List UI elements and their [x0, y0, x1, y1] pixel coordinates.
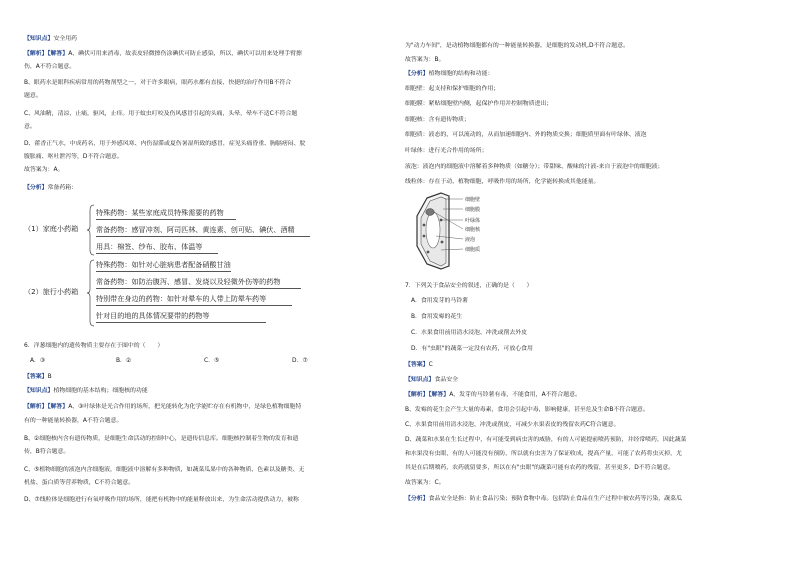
- cell-label: 细胞核: [465, 227, 481, 233]
- q7-analysis-line: D、蔬菜和水果在生长过程中，有可能受到病虫害的威胁，有的人可能提前喷药预防，并经常喷药，因此蔬菜: [405, 437, 687, 443]
- home-kit-tree: [24, 200, 324, 260]
- q6-analysis-cont: 为"动力车间"，是动植物细胞都有的一种能量转换器，是细胞的发动机,D不符合题意。: [405, 43, 629, 49]
- q5-analysis-line: D、藿香正气水，中成药名，用于外感风寒、内伤湿滞或夏伤暑湿所致的感冒，症见头痛昏重、胸膈痞闷、脘: [24, 141, 306, 147]
- chloroplast-dot: [427, 251, 430, 254]
- q7-analysis-line: 和水果没有虫眼，有的人可能没有预防，所以就有虫害为了保证收成，提高产量，可能了农药将虫灭掉，尤: [405, 451, 682, 457]
- nucleus-line: 细胞核：含有遗传物质；: [405, 117, 470, 123]
- home-kit-brace: [86, 204, 96, 256]
- cell-label: 液泡: [465, 237, 476, 243]
- q5-analysis-line: 伤，A不符合题意。: [24, 64, 76, 70]
- fill-blank-line: [96, 253, 218, 254]
- q7-analysis-line: 【解析】【解答】A、发芽的马铃薯有毒，不能食用，A不符合题意。: [405, 392, 581, 398]
- cell-wall-line: 细胞壁：起支持和保护细胞的作用；: [405, 86, 500, 92]
- q5-analysis-line: 意。: [24, 124, 36, 130]
- q5-analysis-line: B、眼药水是眼科疾病常用的药物剂型之一，对于许多眼病，眼药水都有直接、快捷的治疗作用B不符合: [24, 80, 292, 86]
- q6-knowledge-point: 【知识点】植物细胞的基本结构；细胞核的功能: [24, 388, 148, 394]
- q5-knowledge-point: 【知识点】安全用药: [24, 36, 78, 42]
- q7-analysis-line: C、水果食用前用清水浸泡、冲洗或削皮，可减少水果表皮的残留农药C符合题意。: [405, 422, 620, 428]
- q6-analysis-line: 有的一种能量转换器，A不符合题意。: [24, 418, 123, 424]
- plant-cell-diagram: [405, 190, 535, 272]
- q7-question: 7．下列关于食品安全的叙述，正确的是（ ）: [405, 283, 533, 289]
- cell-label: 叶绿体: [465, 218, 481, 224]
- q5-answer-line: 故答案为：A。: [24, 167, 64, 173]
- mitochondria-line: 线粒体：存在于动、植物细胞，呼吸作用的场所，化学能转换成其他能量。: [405, 179, 600, 185]
- travel-kit-brace: [86, 259, 96, 327]
- q5-analysis-line: 题意。: [24, 93, 42, 99]
- q7-option-d: D．有"虫眼"的蔬菜一定没有农药，可放心食用: [411, 346, 533, 352]
- travel-kit-label: （2）旅行小药箱: [24, 287, 79, 296]
- q6-analysis-line: C、⑤植物细胞的液泡内含细胞液，细胞液中溶解有多种物质，如蔬菜瓜果中的各种物质、色素以及糖类、无: [24, 467, 305, 473]
- cell-membrane-line: 细胞膜：紧贴细胞壁内侧，起保护作用并控制物质进出；: [405, 101, 553, 107]
- nucleus-shape: [426, 209, 434, 216]
- q5-analysis-line: C、风油精，清凉，止痛，驱风，止痒。用于蚊虫叮咬及伤风感冒引起的头痛，头晕，晕车不适C不符合题: [24, 111, 298, 117]
- travel-kit-item: 针对目的地的具体情况要带的药物等: [96, 311, 210, 320]
- q6-analysis-line: B、②细胞核内含有遗传物质，是细胞生命活动的控制中心，是遗传信息库。细胞核控制着生物的发育和遗: [24, 436, 299, 442]
- vacuole-line: 液泡：液泡内的细胞液中溶解着多种物质（如糖分）；带甜味、酸味的汁液-来自于液泡中的细胞液；: [405, 164, 664, 170]
- q7-option-c: C．水果食用前用清水浸泡、冲洗或削去外皮: [411, 330, 528, 336]
- q6-analysis-line: 传，B符合题意。: [24, 449, 70, 455]
- q7-summary-line: 【分析】食品安全是指：防止食品污染；预防食物中毒。包括防止食品在生产过程中被农药等污染，蔬菜瓜: [405, 496, 682, 502]
- q7-answer-line: 故答案为：C。: [405, 480, 445, 486]
- fill-blank-line: [96, 271, 231, 272]
- q5-analysis-line: 腹胀痛、呕吐泄泻等，D不符合题意。: [24, 154, 123, 160]
- fill-blank-line: [96, 322, 266, 323]
- q6-option-c: C．⑤: [204, 358, 220, 364]
- fill-blank-line: [96, 288, 301, 289]
- q7-option-a: A．食用发芽的马铃薯: [411, 298, 469, 304]
- travel-kit-item: 常备药物：如防治腹泻、感冒、发烧以及轻微外伤等的药物: [96, 277, 281, 286]
- cytoplasm-line: 细胞质：液态的，可以流动的，从而加速细胞内、外的物质交换；细胞质里面有叶绿体、液泡: [405, 132, 647, 138]
- fill-blank-line: [96, 236, 310, 237]
- travel-kit-item: 特别带在身边的药物：如针对晕车的人带上防晕车药等: [96, 294, 267, 303]
- home-kit-item: 特殊药物：某些家庭成员特殊需要的药物: [96, 208, 224, 217]
- q6-option-a: A．③: [30, 358, 46, 364]
- cell-structure-summary: 【分析】植物细胞的结构和功能：: [405, 71, 494, 77]
- chloroplast-dot: [441, 241, 444, 244]
- cell-label: 细胞膜: [465, 207, 481, 213]
- q6-analysis-line: 【解析】【解答】A、③叶绿体是光合作用的场所，把光能转化为化学能贮存在有机物中，是绿色植物细胞特: [24, 404, 302, 410]
- travel-kit-tree: [24, 255, 324, 330]
- q7-analysis-line: 其是在后期喷药，农药就留要多，所以在有"虫眼"的蔬菜可能有农药的残留，甚至更多，D不符合题意。: [405, 465, 675, 471]
- home-kit-item: 用具：棉签、纱布、胶布、体温等: [96, 242, 203, 251]
- q7-option-b: B．食用发霉的花生: [411, 314, 463, 320]
- chloroplast-dot: [423, 235, 426, 238]
- cell-label: 细胞质: [465, 247, 481, 253]
- chloroplast-line: 叶绿体：进行光合作用的场所；: [405, 148, 488, 154]
- chloroplast-dot: [423, 224, 426, 227]
- q5-summary-intro: 【分析】常备药箱：: [24, 185, 78, 191]
- travel-kit-item: 特殊药物：如针对心脏病患者配备硝酸甘油: [96, 260, 231, 269]
- fill-blank-line: [96, 305, 292, 306]
- home-kit-label: （1）家庭小药箱: [24, 224, 79, 233]
- q6-answer-line: 故答案为：B。: [405, 57, 445, 63]
- q6-analysis-line: 机盐、蛋白质等营养物质，C不符合题意。: [24, 480, 135, 486]
- fill-blank-line: [96, 219, 236, 220]
- q7-knowledge-point: 【知识点】食品安全: [405, 377, 459, 383]
- q7-analysis-line: B、发霉的花生会产生大量的毒素，食用会引起中毒，影响健康，甚至危及生命B不符合题意。: [405, 407, 649, 413]
- q5-analysis-line: 【解析】【解答】A、碘伏可用来消毒，故表皮轻微擦伤涂碘伏可防止感染，所以，碘伏可以用来处理手臂擦: [24, 51, 302, 57]
- q6-answer: 【答案】B: [24, 374, 52, 380]
- cell-label: 细胞壁: [465, 197, 481, 203]
- q6-analysis-line: D、⑦线粒体是细胞进行有氧呼吸作用的场所，能把有机物中的能量释放出来，为生命活动提供动力，被称: [24, 497, 299, 503]
- q6-option-d: D．⑦: [292, 358, 308, 364]
- home-kit-item: 常备药物：感冒冲剂、阿司匹林、黄连素、创可贴、碘伏、酒精: [96, 225, 295, 234]
- q7-answer: 【答案】C: [405, 362, 433, 368]
- q6-option-b: B．②: [116, 358, 132, 364]
- vacuole-shape: [426, 212, 440, 248]
- q6-question: 6．洋葱细胞内的遗传物质主要存在于图中的（ ）: [24, 343, 164, 349]
